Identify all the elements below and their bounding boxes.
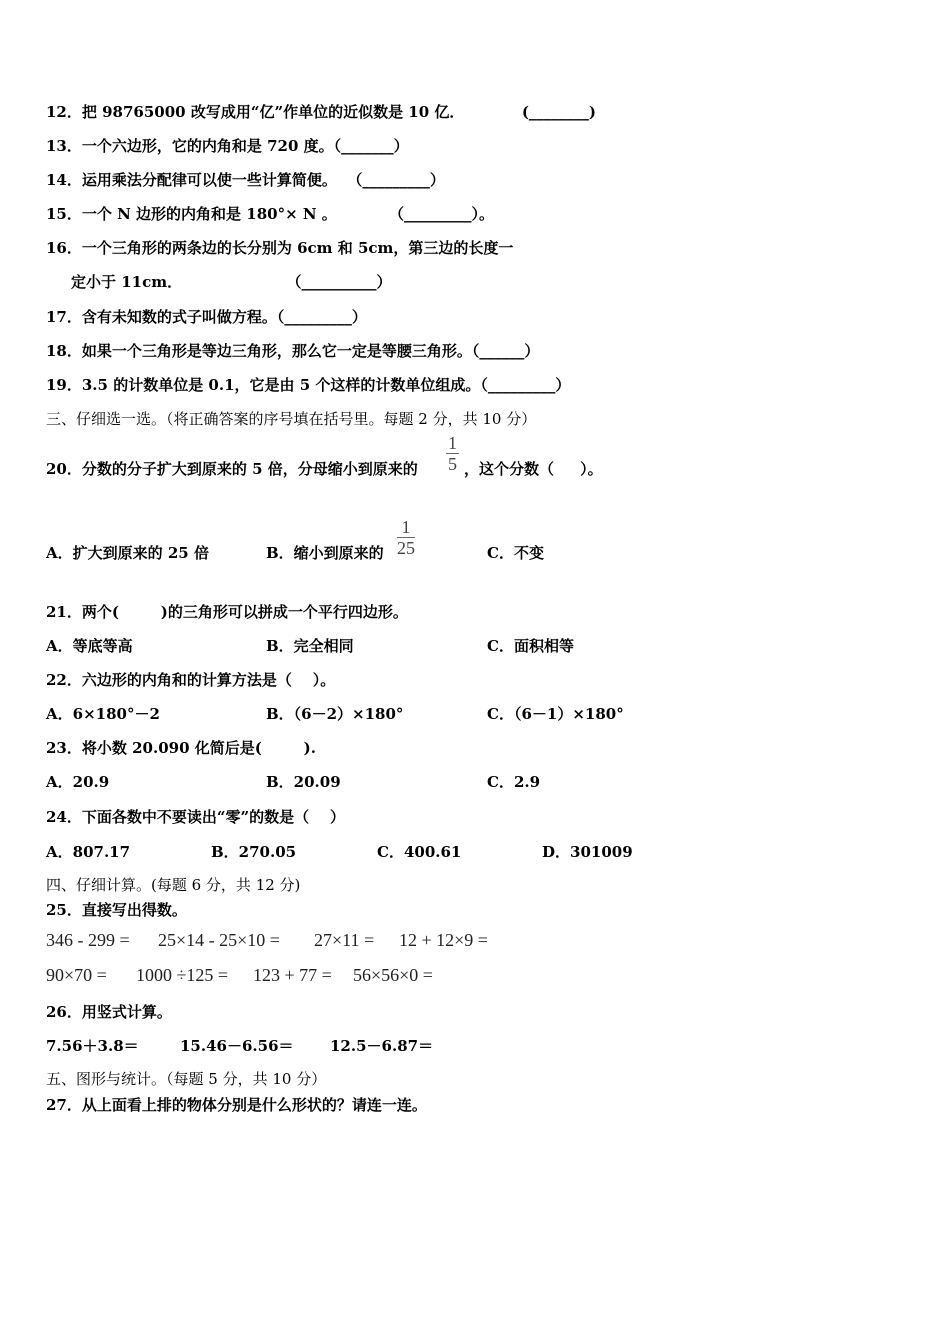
calc-item: 25×14 - 25×10 = (158, 930, 280, 950)
option-a: A．20.9 (46, 773, 110, 791)
question-21-text: 21．两个( )的三角形可以拼成一个平行四边形。 (46, 603, 408, 621)
question-20-text-end: ，这个分数（ ）。 (464, 460, 603, 478)
calc-item: 56×56×0 = (353, 965, 433, 985)
question-16: 16．一个三角形的两条边的长分别为 6cm 和 5cm，第三边的长度一 (46, 239, 514, 257)
calc-item: 12 + 12×9 = (399, 930, 488, 950)
option-c: C．400.61 (377, 843, 462, 861)
option-b: B．270.05 (211, 843, 297, 861)
question-19: 19．3.5 的计数单位是 0.1，它是由 5 个这样的计数单位组成。（_________） (46, 376, 571, 394)
vertical-calc-item: 7.56＋3.8＝ (46, 1037, 139, 1055)
question-27-text: 27．从上面看上排的物体分别是什么形状的？请连一连。 (46, 1096, 427, 1114)
calc-item: 123 + 77 = (253, 965, 332, 985)
option-b: B．完全相同 (266, 637, 354, 655)
option-a: A．6×180°－2 (46, 705, 160, 723)
vertical-calc-item: 15.46－6.56＝ (180, 1037, 294, 1055)
question-18: 18．如果一个三角形是等边三角形，那么它一定是等腰三角形。（______） (46, 342, 540, 360)
option-c: C．不变 (487, 544, 544, 562)
question-12: 12．把 98765000 改写成用“亿”作单位的近似数是 10 亿． (________) (46, 103, 597, 121)
option-a: A．等底等高 (46, 637, 133, 655)
question-22-text: 22．六边形的内角和的计算方法是（ ）。 (46, 671, 336, 689)
question-23-text: 23．将小数 20.090 化简后是( ). (46, 739, 316, 757)
calc-item: 346 - 299 = (46, 930, 130, 950)
option-c: C．（6－1）×180° (487, 705, 624, 723)
section-3-title: 三、仔细选一选。（将正确答案的序号填在括号里。每题 2 分，共 10 分） (46, 410, 537, 428)
calc-item: 90×70 = (46, 965, 107, 985)
option-a: A．扩大到原来的 25 倍 (46, 544, 209, 562)
option-b: B．（6－2）×180° (266, 705, 404, 723)
question-15: 15．一个 N 边形的内角和是 180°× N 。 （_________）。 (46, 205, 495, 223)
option-c: C．2.9 (487, 773, 541, 791)
section-4-title: 四、仔细计算。(每题 6 分，共 12 分) (46, 876, 301, 894)
question-13: 13．一个六边形，它的内角和是 720 度。（_______） (46, 137, 409, 155)
vertical-calc-item: 12.5－6.87＝ (330, 1037, 434, 1055)
option-c: C．面积相等 (487, 637, 574, 655)
question-24-text: 24．下面各数中不要读出“零”的数是（ ） (46, 808, 346, 826)
fraction-one-fifth: $\frac{1}{5}$ (448, 433, 457, 474)
question-17: 17．含有未知数的式子叫做方程。（_________） (46, 308, 367, 326)
question-26-text: 26．用竖式计算。 (46, 1003, 172, 1021)
calc-item: 27×11 = (314, 930, 375, 950)
fraction-one-twenty-fifth: $\frac{1}{25}$ (397, 517, 415, 558)
calc-item: 1000 ÷125 = (136, 965, 229, 985)
question-16-cont: 定小于 11cm． （__________） (71, 273, 392, 291)
question-14: 14．运用乘法分配律可以使一些计算简便。 （_________） (46, 171, 445, 189)
option-d: D．301009 (542, 843, 633, 861)
question-25-text: 25．直接写出得数。 (46, 901, 187, 919)
option-b: B．20.09 (266, 773, 341, 791)
option-a: A．807.17 (46, 843, 131, 861)
section-5-title: 五、图形与统计。（每题 5 分，共 10 分） (46, 1070, 327, 1088)
option-b: B．缩小到原来的 (266, 544, 384, 562)
question-20-text: 20．分数的分子扩大到原来的 5 倍，分母缩小到原来的 (46, 460, 418, 478)
